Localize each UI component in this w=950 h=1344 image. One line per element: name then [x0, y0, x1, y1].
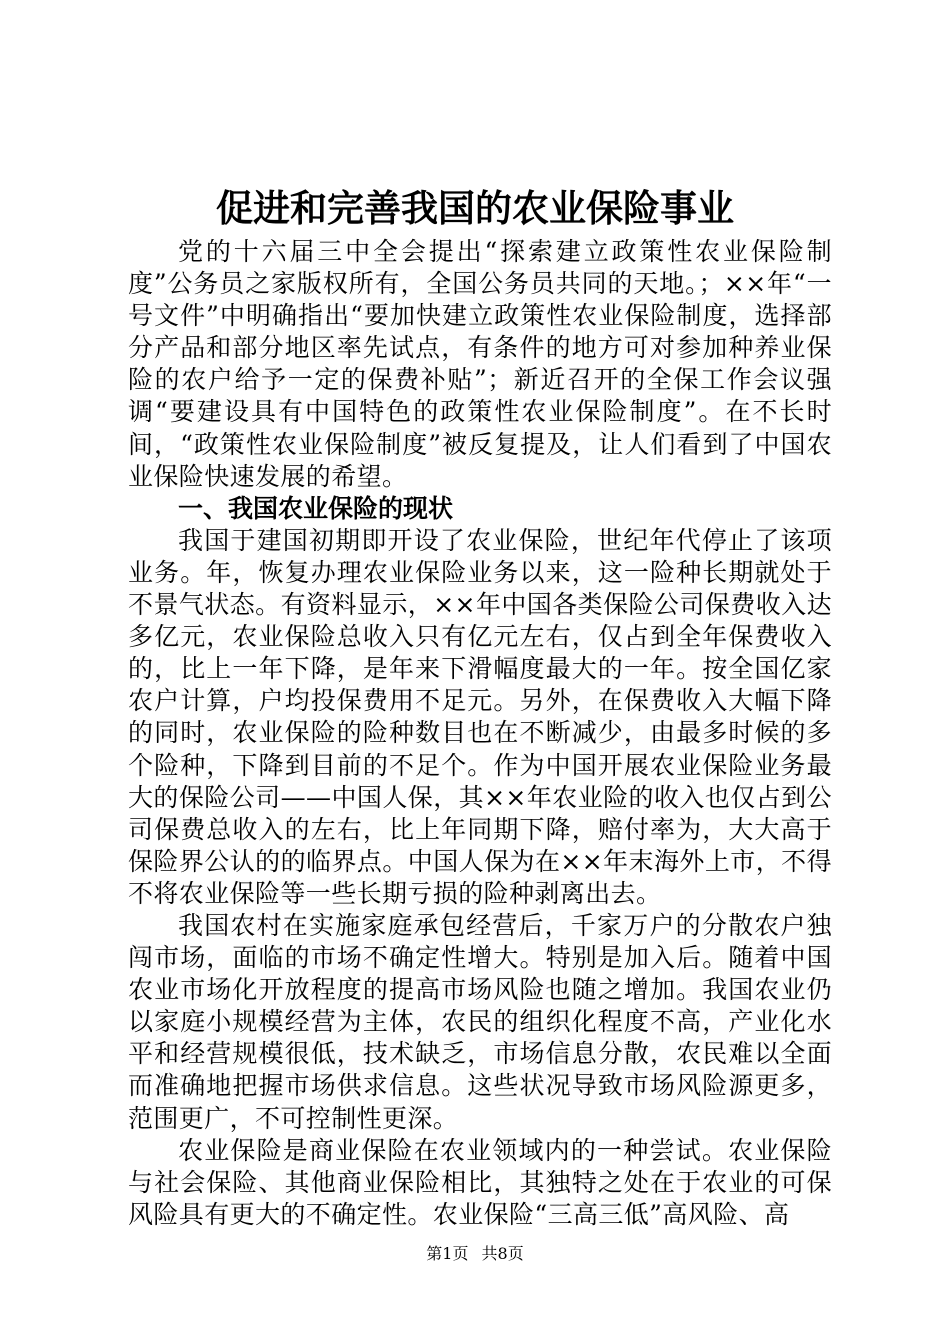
- section-heading: 一、我国农业保险的现状: [178, 493, 454, 523]
- paragraph-status: 我国于建国初期即开设了农业保险，世纪年代停止了该项业务。年，恢复办理农业保险业务以来，这一险种长期就处于不景气状态。有资料显示，××年中国各类保险公司保费收入达多亿元，农业保险总收入只有亿元左右，仅占到全年保费收入的，比上一年下降，是年来下滑幅度最大的一年。按全国亿家农户计算，户均投保费用不足元。另外，在保费收入大幅下降的同时，农业保险的险种数目也在不断减少，由最多时候的多个险种，下降到目前的不足个。作为中国开展农业保险业务最大的保险公司——中国人保，其××年农业险的收入也仅占到公司保费总收入的左右，比上年同期下降，赔付率为，大大高于保险界公认的的临界点。中国人保为在××年末海外上市，不得不将农业保险等一些长期亏损的险种剥离出去。: [128, 525, 832, 908]
- paragraph-intro: 党的十六届三中全会提出“探索建立政策性农业保险制度”公务员之家版权所有，全国公务员共同的天地。；××年“一号文件”中明确指出“要加快建立政策性农业保险制度，选择部分产品和部分地区率先试点，有条件的地方可对参加种养业保险的农户给予一定的保费补贴”；新近召开的全保工作会议强调“要建设具有中国特色的政策性农业保险制度”。在不长时间，“政策性农业保险制度”被反复提及，让人们看到了中国农业保险快速发展的希望。: [128, 237, 832, 491]
- page-total: 共8页: [481, 1244, 524, 1263]
- paragraph-insurance-nature: 农业保险是商业保险在农业领域内的一种尝试。农业保险与社会保险、其他商业保险相比，其独特之处在于农业的可保风险具有更大的不确定性。农业保险“三高三低”高风险、高: [128, 1135, 832, 1229]
- document-title: 促进和完善我国的农业保险事业: [216, 186, 734, 230]
- page-number: 第1页: [426, 1244, 469, 1263]
- paragraph-market-risk: 我国农村在实施家庭承包经营后，千家万户的分散农户独闯市场，面临的市场不确定性增大。特别是加入后。随着中国农业市场化开放程度的提高市场风险也随之增加。我国农业仍以家庭小规模经营为主体，农民的组织化程度不高，产业化水平和经营规模很低，技术缺乏，市场信息分散，农民难以全面而准确地把握市场供求信息。这些状况导致市场风险源更多，范围更广，不可控制性更深。: [128, 910, 832, 1133]
- page-footer: [0, 1243, 950, 1265]
- document-body: [128, 236, 832, 1231]
